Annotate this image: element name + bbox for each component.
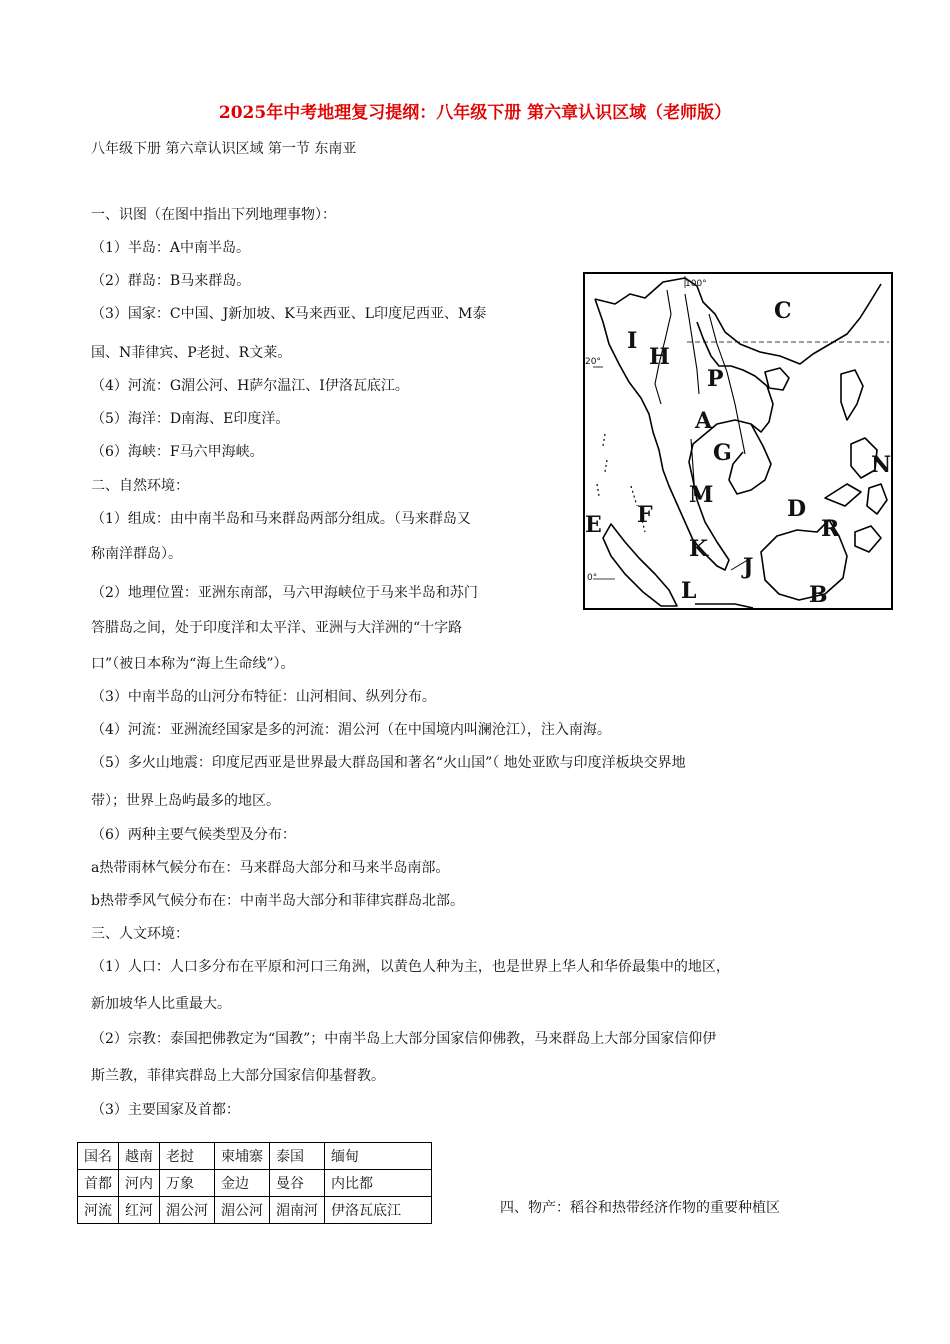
map-label-m: M: [689, 482, 714, 508]
sec2-item: （2）地理位置：亚洲东南部，马六甲海峡位于马来半岛和苏门: [91, 585, 478, 601]
sec1-heading: 一、识图（在图中指出下列地理事物）：: [91, 207, 336, 223]
table-cell: 红河: [119, 1197, 160, 1224]
map-label-a: A: [695, 408, 713, 434]
table-cell: 缅甸: [325, 1143, 432, 1170]
map-label-p: P: [707, 366, 724, 392]
page-title: 2025年中考地理复习提纲：八年级下册 第六章认识区域（老师版）: [218, 103, 732, 123]
sec1-item: 国、N菲律宾、P老挝、R文莱。: [91, 345, 292, 361]
map-label-g: G: [713, 440, 732, 466]
latitude-label: 20°: [585, 357, 601, 367]
southeast-asia-map: [583, 272, 893, 610]
table-cell: 曼谷: [270, 1170, 325, 1197]
table-cell: 首都: [78, 1170, 119, 1197]
table-cell: 万象: [160, 1170, 215, 1197]
sec1-item: （1）半岛：A中南半岛。: [91, 240, 251, 256]
table-cell: 内比都: [325, 1170, 432, 1197]
map-label-k: K: [689, 536, 709, 562]
sec2-item: （1）组成：由中南半岛和马来群岛两部分组成。（马来群岛又: [91, 511, 471, 527]
table-cell: 金边: [215, 1170, 270, 1197]
sec1-item: （2）群岛：B马来群岛。: [91, 273, 251, 289]
table-cell: 泰国: [270, 1143, 325, 1170]
sec2-item: 称南洋群岛）。: [91, 546, 182, 562]
map-label-n: N: [871, 452, 892, 478]
table-cell: 湄南河: [270, 1197, 325, 1224]
sec2-item: （3）中南半岛的山河分布特征：山河相间、纵列分布。: [91, 689, 436, 705]
latitude-label: 0°: [587, 573, 598, 583]
capitals-table: [77, 1142, 432, 1224]
table-cell: 国名: [78, 1143, 119, 1170]
table-cell: 湄公河: [160, 1197, 215, 1224]
sec2-item: （4）河流：亚洲流经国家是多的河流：湄公河（在中国境内叫澜沧江），注入南海。: [91, 722, 611, 738]
map-label-r: R: [821, 516, 840, 542]
table-row: [78, 1197, 432, 1224]
map-label-e: E: [585, 512, 602, 538]
section-subtitle: 八年级下册 第六章认识区域 第一节 东南亚: [91, 141, 357, 157]
table-row: [78, 1143, 432, 1170]
table-cell: 河内: [119, 1170, 160, 1197]
longitude-label: 100°: [685, 279, 707, 289]
sec2-item: 答腊岛之间，处于印度洋和太平洋、亚洲与大洋洲的“十字路: [91, 620, 463, 636]
sec3-item: （3）主要国家及首都：: [91, 1102, 240, 1118]
table-cell: 老挝: [160, 1143, 215, 1170]
sec4-line: 四、物产：稻谷和热带经济作物的重要种植区: [500, 1200, 780, 1216]
sec3-item: 斯兰教，菲律宾群岛上大部分国家信仰基督教。: [91, 1068, 385, 1084]
table-cell: 越南: [119, 1143, 160, 1170]
sec2-item: b热带季风气候分布在：中南半岛大部分和菲律宾群岛北部。: [91, 893, 464, 909]
table-cell: 湄公河: [215, 1197, 270, 1224]
map-label-c: C: [774, 298, 792, 324]
sec1-item: （4）河流：G湄公河、H萨尔温江、I伊洛瓦底江。: [91, 378, 409, 394]
map-label-f: F: [637, 502, 653, 528]
sec1-item: （6）海峡：F马六甲海峡。: [91, 444, 264, 460]
table-cell: 河流: [78, 1197, 119, 1224]
table-cell: 柬埔寨: [215, 1143, 270, 1170]
sec3-heading: 三、人文环境：: [91, 926, 189, 942]
map-label-j: J: [743, 554, 754, 580]
sec1-item: （5）海洋：D南海、E印度洋。: [91, 411, 290, 427]
map-label-l: L: [681, 578, 697, 604]
map-outline: [585, 274, 891, 608]
sec3-item: （1）人口：人口多分布在平原和河口三角洲，以黄色人种为主，也是世界上华人和华侨最集中的地区，: [91, 959, 730, 975]
sec2-item: （6）两种主要气候类型及分布：: [91, 827, 296, 843]
map-label-h: H: [649, 344, 670, 370]
map-label-b: B: [809, 582, 828, 608]
sec2-item: （5）多火山地震：印度尼西亚是世界最大群岛国和著名“火山国”（ 地处亚欧与印度洋板块交界地: [91, 755, 686, 771]
table-cell: 伊洛瓦底江: [325, 1197, 432, 1224]
sec2-item: a热带雨林气候分布在：马来群岛大部分和马来半岛南部。: [91, 860, 450, 876]
sec2-item: 口”（被日本称为“海上生命线”）。: [91, 656, 295, 672]
map-label-d: D: [787, 496, 807, 522]
sec2-item: 带）；世界上岛屿最多的地区。: [91, 793, 280, 809]
table-row: [78, 1170, 432, 1197]
sec3-item: （2）宗教：泰国把佛教定为“国教”；中南半岛上大部分国家信仰佛教，马来群岛上大部分国家信仰伊: [91, 1031, 717, 1047]
map-label-i: I: [627, 328, 638, 354]
sec1-item: （3）国家：C中国、J新加坡、K马来西亚、L印度尼西亚、M泰: [91, 306, 487, 322]
sec2-heading: 二、自然环境：: [91, 478, 189, 494]
sec3-item: 新加坡华人比重最大。: [91, 996, 231, 1012]
